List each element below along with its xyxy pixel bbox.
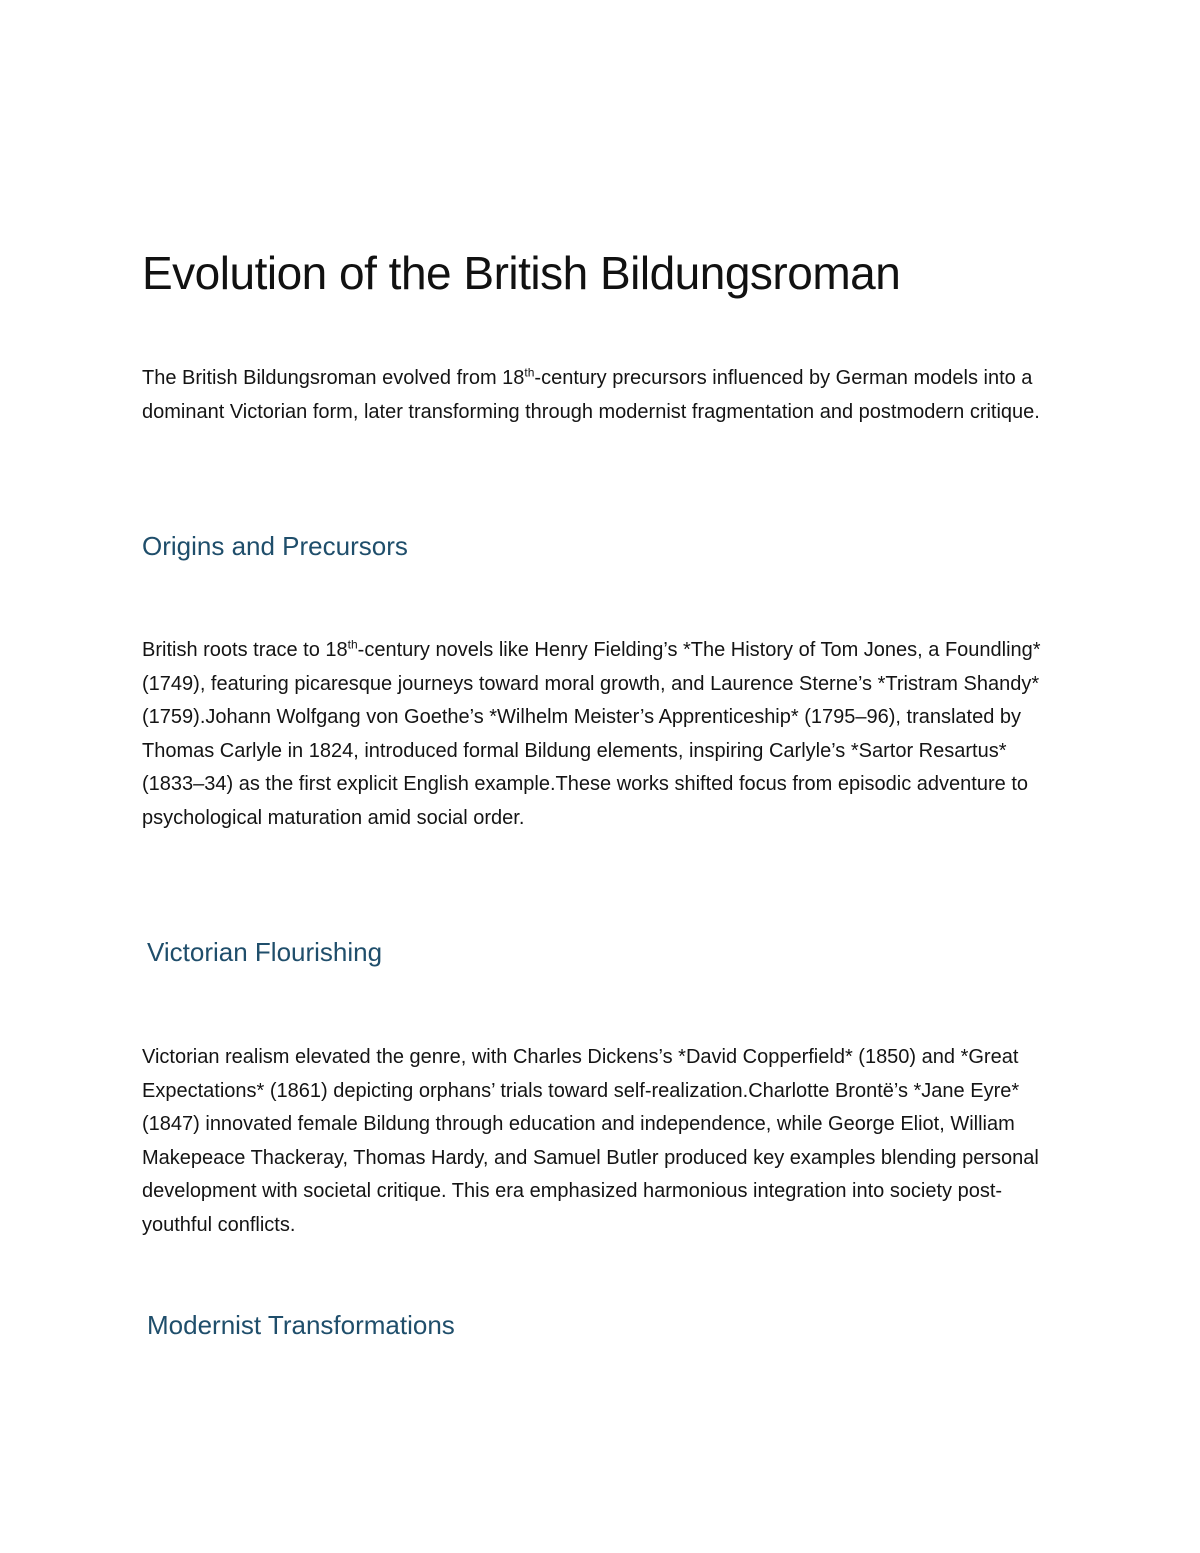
section-heading-victorian: Victorian Flourishing xyxy=(147,937,383,967)
intro-text-end: -century precursors influenced by German models into a dominant Victorian form, later transforming through modernist fragmentation and postmodern critique. xyxy=(142,367,1040,423)
intro-superscript: th xyxy=(524,365,535,380)
origins-superscript: th xyxy=(347,637,358,652)
section-paragraph-victorian: Victorian realism elevated the genre, with Charles Dickens’s *David Copperfield* (1850) and *Great Expectations* (1861) depicting orphans’ trials toward self-realization.Charlotte Brontë’s *Jane Eyre* (1847) innovated female Bildung through education and independence, while George Eliot, William Makepeace Thackeray, Thomas Hardy, and Samuel Butler produced key examples blending personal development with societal critique. This era emphasized harmonious integration into society post-youthful conflicts. xyxy=(142,1046,1039,1236)
section-paragraph-origins xyxy=(142,634,1057,835)
origins-text-end: -century novels like Henry Fielding’s *The History of Tom Jones, a Foundling* (1749), featuring picaresque journeys toward moral growth, and Laurence Sterne’s *Tristram Shandy* (1759).Johann Wolfgang von Goethe’s *Wilhelm Meister’s Apprenticeship* (1795–96), translated by Thomas Carlyle in 1824, introduced formal Bildung elements, inspiring Carlyle’s *Sartor Resartus* (1833–34) as the first explicit English example.These works shifted focus from episodic adventure to psychological maturation amid social order. xyxy=(142,639,1041,829)
section-heading-origins: Origins and Precursors xyxy=(142,531,408,561)
origins-text-start: British roots trace to 18 xyxy=(142,639,348,661)
document-title: Evolution of the British Bildungsroman xyxy=(142,247,901,299)
section-heading-modernist: Modernist Transformations xyxy=(147,1310,455,1340)
intro-text-start: The British Bildungsroman evolved from 18 xyxy=(142,367,525,389)
intro-paragraph xyxy=(142,362,1057,429)
